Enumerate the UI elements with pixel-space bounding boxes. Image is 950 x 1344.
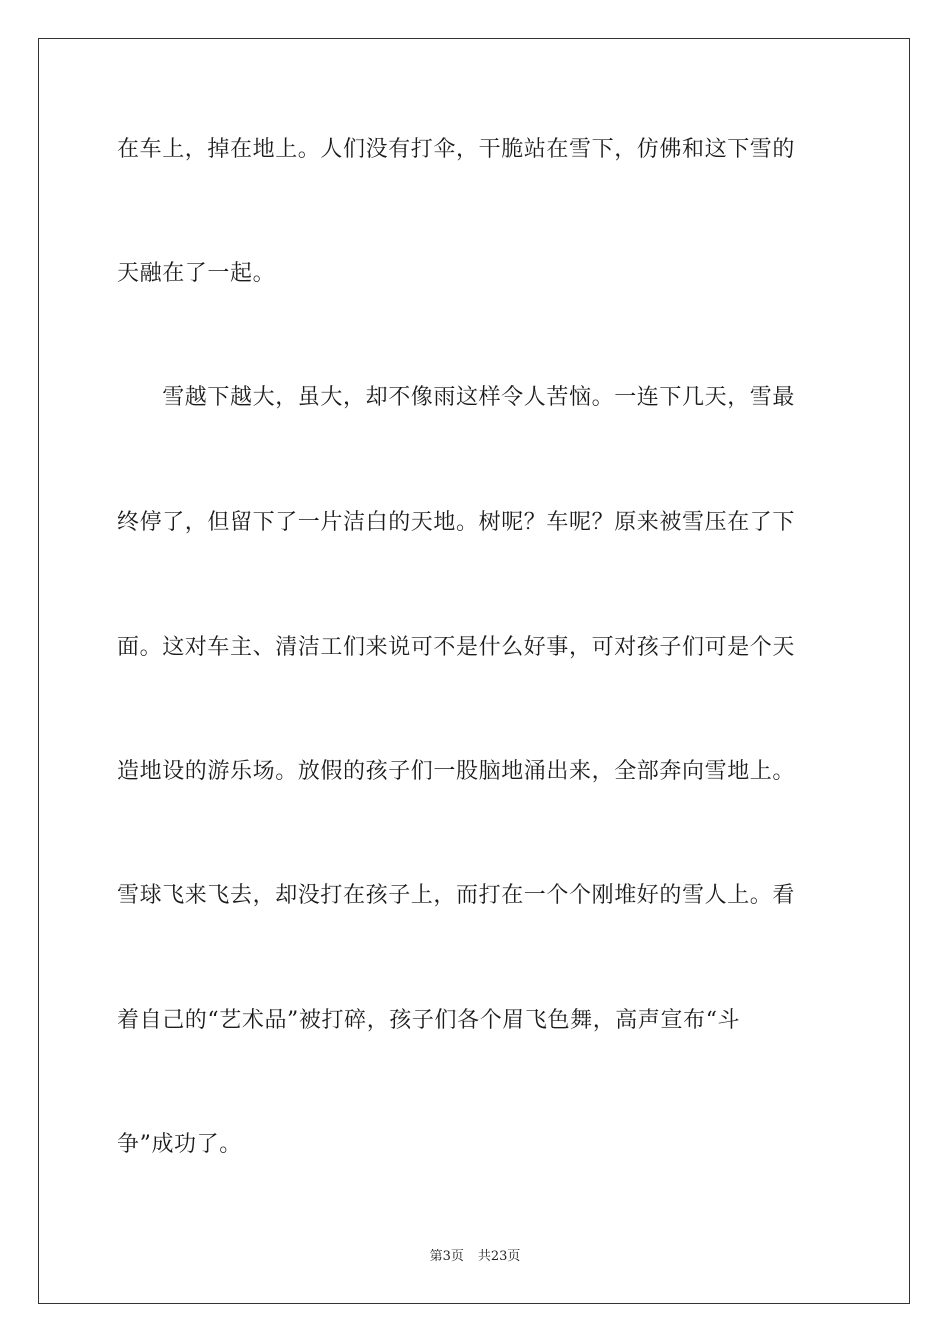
text-line: 天融在了一起。 bbox=[117, 261, 276, 286]
text-line: 终停了，但留下了一片洁白的天地。树呢？车呢？原来被雪压在了下 bbox=[117, 510, 796, 535]
text-line: 雪越下越大，虽大，却不像雨这样令人苦恼。一连下几天，雪最 bbox=[117, 385, 796, 410]
page-border bbox=[38, 38, 910, 1304]
page-total: 共23页 bbox=[477, 1249, 521, 1264]
text-line: 着自己的“艺术品”被打碎，孩子们各个眉飞色舞，高声宣布“斗 bbox=[117, 1008, 741, 1033]
text-line: 面。这对车主、清洁工们来说可不是什么好事，可对孩子们可是个天 bbox=[117, 635, 796, 660]
text-line: 在车上，掉在地上。人们没有打伞，干脆站在雪下，仿佛和这下雪的 bbox=[117, 137, 796, 162]
text-line: 造地设的游乐场。放假的孩子们一股脑地涌出来，全部奔向雪地上。 bbox=[117, 759, 796, 784]
text-line: 雪球飞来飞去，却没打在孩子上，而打在一个个刚堆好的雪人上。看 bbox=[117, 883, 796, 908]
text-line: 争”成功了。 bbox=[117, 1132, 242, 1157]
page-number: 第3页 bbox=[429, 1249, 464, 1264]
page-footer bbox=[0, 1248, 950, 1266]
